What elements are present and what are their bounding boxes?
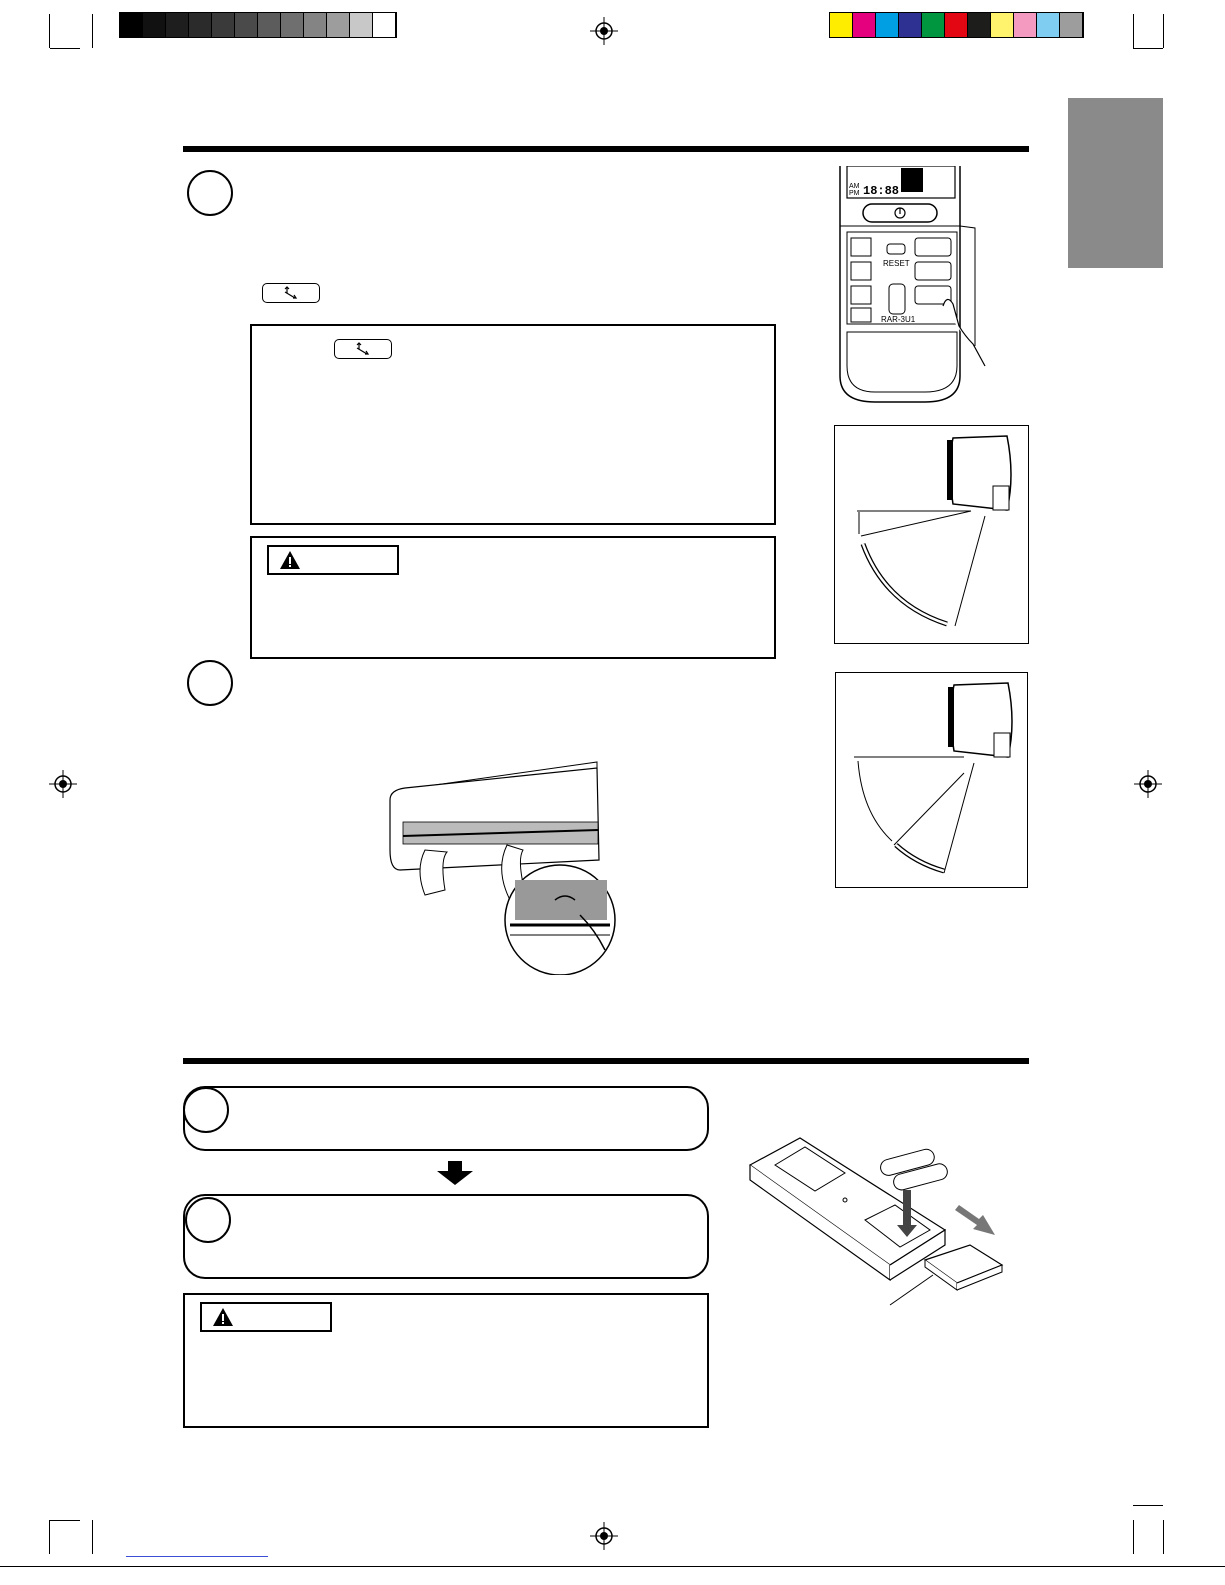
calibration-swatch: [853, 13, 876, 37]
warning-triangle-icon: [212, 1307, 234, 1327]
calibration-swatch: [350, 13, 373, 37]
registration-mark-icon: [590, 17, 618, 45]
calibration-swatch: [1014, 13, 1037, 37]
step-circle-2: [187, 660, 233, 706]
airflow-angle-diagram-2: [835, 672, 1028, 888]
caution-box-battery: [183, 1293, 709, 1428]
calibration-swatch: [304, 13, 327, 37]
grayscale-calibration-bar: [119, 12, 397, 38]
remote-reset-label: RESET: [883, 259, 910, 268]
swing-button-icon: [262, 283, 320, 303]
remote-display-digits: 18:88: [863, 184, 900, 198]
remote-control-illustration: [835, 166, 995, 406]
calibration-swatch: [899, 13, 922, 37]
calibration-swatch: [258, 13, 281, 37]
calibration-swatch: [120, 13, 143, 37]
caution-box: [250, 536, 776, 659]
battery-step-1-box: [183, 1086, 709, 1151]
remote-display-am: AM: [849, 183, 860, 190]
note-box: [250, 324, 776, 525]
crop-mark: [1133, 48, 1163, 49]
calibration-swatch: [1060, 13, 1083, 37]
calibration-swatch: [212, 13, 235, 37]
section-tab: [1068, 98, 1163, 268]
crop-mark: [1133, 14, 1134, 48]
battery-insertion-illustration: [745, 1135, 1015, 1310]
calibration-swatch: [373, 13, 396, 37]
registration-mark-icon: [49, 770, 77, 798]
calibration-swatch: [830, 13, 853, 37]
calibration-swatch: [1037, 13, 1060, 37]
battery-step-circle-1: [183, 1087, 229, 1133]
footer-line: [0, 1566, 1225, 1567]
section-rule-bottom: [183, 1058, 1029, 1064]
remote-display-pm: PM: [849, 190, 860, 197]
color-calibration-bar: [829, 12, 1084, 38]
calibration-swatch: [166, 13, 189, 37]
airflow-angle-diagram-1: [834, 425, 1029, 644]
crop-mark: [49, 1520, 50, 1554]
caution-tag: [200, 1302, 332, 1332]
crop-mark: [50, 48, 80, 49]
crop-mark: [92, 14, 93, 48]
calibration-swatch: [143, 13, 166, 37]
crop-mark: [92, 1520, 93, 1554]
crop-mark: [50, 1520, 80, 1521]
crop-mark: [1163, 14, 1164, 48]
calibration-swatch: [281, 13, 304, 37]
calibration-swatch: [991, 13, 1014, 37]
calibration-swatch: [945, 13, 968, 37]
calibration-swatch: [189, 13, 212, 37]
calibration-swatch: [968, 13, 991, 37]
calibration-swatch: [876, 13, 899, 37]
swing-button-icon: [334, 339, 392, 359]
crop-mark: [1133, 1505, 1163, 1506]
battery-step-circle-2: [185, 1197, 231, 1243]
footer-link-underline: [126, 1556, 268, 1557]
battery-step-2-box: [183, 1194, 709, 1279]
down-arrow-icon: [437, 1161, 473, 1185]
warning-triangle-icon: [279, 550, 301, 570]
registration-mark-icon: [1134, 770, 1162, 798]
calibration-swatch: [922, 13, 945, 37]
louver-swing-icon: [335, 340, 391, 358]
indoor-unit-louver-illustration: [385, 760, 635, 975]
calibration-swatch: [235, 13, 258, 37]
registration-mark-icon: [590, 1522, 618, 1550]
crop-mark: [1163, 1520, 1164, 1554]
crop-mark: [1133, 1520, 1134, 1554]
caution-tag: [267, 545, 399, 575]
section-rule-top: [183, 146, 1029, 152]
calibration-swatch: [327, 13, 350, 37]
crop-mark: [49, 14, 50, 48]
remote-model-label: RAR-3U1: [881, 315, 916, 324]
step-circle-1: [187, 170, 233, 216]
louver-swing-icon: [263, 284, 319, 302]
